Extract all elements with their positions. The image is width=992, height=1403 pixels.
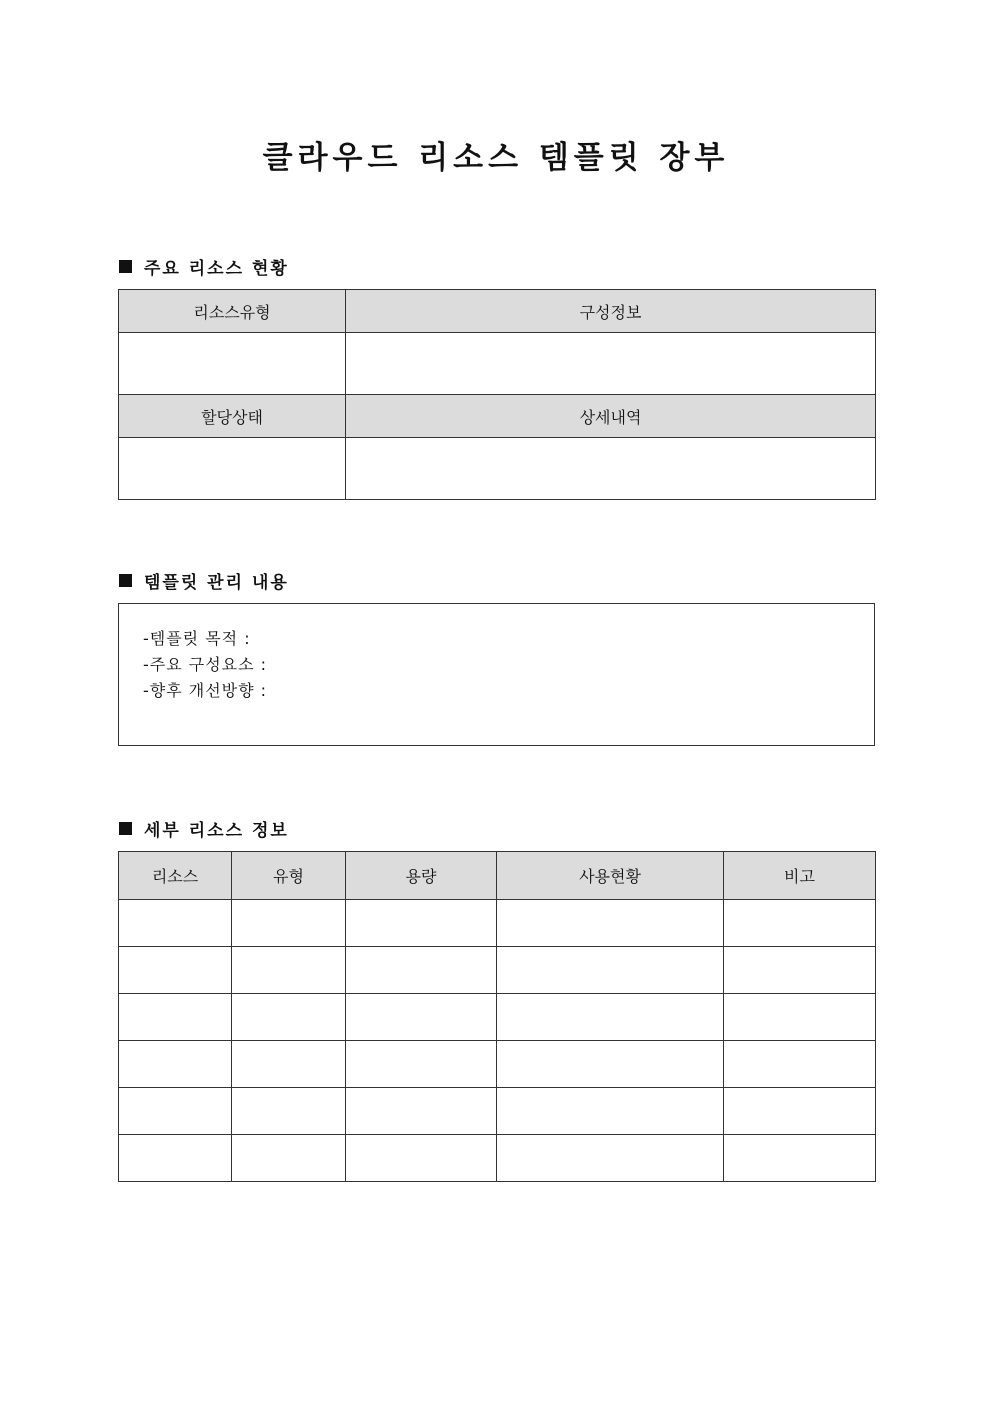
table-header-row: [119, 852, 876, 900]
header-cell-allocation-status: 할당상태: [119, 395, 346, 438]
note-line-purpose: -템플릿 목적 :: [143, 629, 251, 648]
table-row: [119, 333, 876, 395]
table-cell[interactable]: [346, 947, 497, 994]
column-header-type: 유형: [232, 852, 346, 900]
table-cell[interactable]: [497, 994, 724, 1041]
table-cell[interactable]: [346, 1135, 497, 1182]
table-header-row: [119, 395, 876, 438]
template-notes-box[interactable]: [118, 603, 875, 746]
table-cell[interactable]: [232, 1088, 346, 1135]
table-cell[interactable]: [497, 900, 724, 947]
table-cell[interactable]: [232, 1041, 346, 1088]
table-row: [119, 438, 876, 500]
table-cell[interactable]: [724, 1088, 876, 1135]
table-row: [119, 900, 876, 947]
input-cell-details[interactable]: [346, 438, 876, 500]
header-cell-resource-type: 리소스유형: [119, 290, 346, 333]
column-header-resource: 리소스: [119, 852, 232, 900]
table-cell[interactable]: [119, 1135, 232, 1182]
table-cell[interactable]: [232, 900, 346, 947]
section-heading-resource-details: [119, 816, 289, 841]
table-cell[interactable]: [724, 947, 876, 994]
section-heading-label: 주요 리소스 현황: [144, 259, 289, 279]
table-row: [119, 947, 876, 994]
table-header-row: [119, 290, 876, 333]
header-cell-details: 상세내역: [346, 395, 876, 438]
table-cell[interactable]: [232, 1135, 346, 1182]
table-cell[interactable]: [724, 994, 876, 1041]
input-cell-allocation-status[interactable]: [119, 438, 346, 500]
section-heading-template-management: [119, 568, 289, 593]
note-line-improvement: -향후 개선방향 :: [143, 681, 268, 700]
table-row: [119, 1135, 876, 1182]
table-cell[interactable]: [119, 1088, 232, 1135]
table-row: [119, 1041, 876, 1088]
table-cell[interactable]: [346, 994, 497, 1041]
section-heading-label: 세부 리소스 정보: [144, 821, 289, 841]
table-cell[interactable]: [497, 1041, 724, 1088]
resource-detail-table: [118, 851, 876, 1182]
column-header-usage: 사용현황: [497, 852, 724, 900]
table-cell[interactable]: [346, 1041, 497, 1088]
section-heading-label: 템플릿 관리 내용: [144, 573, 289, 593]
table-row: [119, 1088, 876, 1135]
column-header-capacity: 용량: [346, 852, 497, 900]
table-cell[interactable]: [119, 1041, 232, 1088]
table-cell[interactable]: [497, 1088, 724, 1135]
header-cell-configuration: 구성정보: [346, 290, 876, 333]
document-title: 클라우드 리소스 템플릿 장부: [262, 140, 730, 176]
column-header-remarks: 비고: [724, 852, 876, 900]
table-cell[interactable]: [724, 900, 876, 947]
note-line-components: -주요 구성요소 :: [143, 655, 268, 674]
input-cell-resource-type[interactable]: [119, 333, 346, 395]
input-cell-configuration[interactable]: [346, 333, 876, 395]
table-cell[interactable]: [724, 1135, 876, 1182]
table-cell[interactable]: [119, 900, 232, 947]
black-square-icon: [119, 260, 132, 273]
table-cell[interactable]: [119, 994, 232, 1041]
table-cell[interactable]: [119, 947, 232, 994]
black-square-icon: [119, 822, 132, 835]
table-cell[interactable]: [346, 900, 497, 947]
table-cell[interactable]: [497, 1135, 724, 1182]
table-cell[interactable]: [724, 1041, 876, 1088]
table-cell[interactable]: [232, 947, 346, 994]
table-row: [119, 994, 876, 1041]
table-cell[interactable]: [497, 947, 724, 994]
section-heading-resource-status: [119, 254, 289, 279]
table-cell[interactable]: [232, 994, 346, 1041]
black-square-icon: [119, 574, 132, 587]
resource-status-table: [118, 289, 876, 500]
table-cell[interactable]: [346, 1088, 497, 1135]
